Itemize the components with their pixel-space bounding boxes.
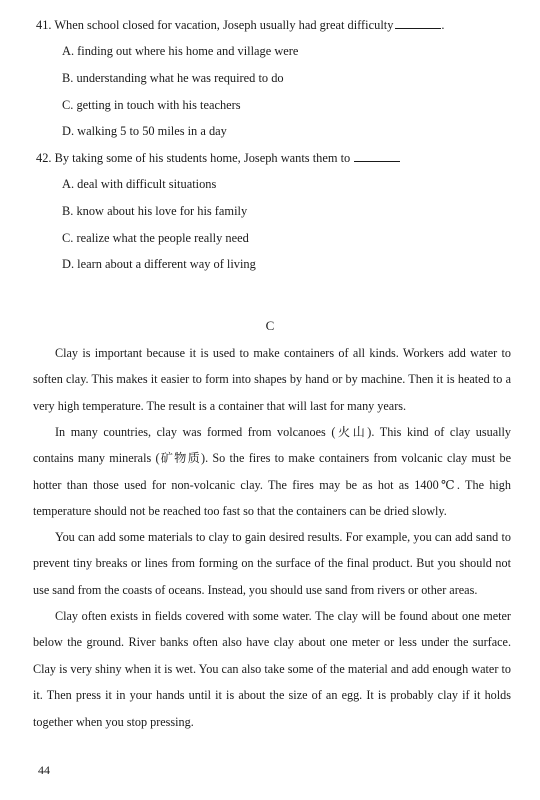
option-42-c: C. realize what the people really need bbox=[62, 231, 249, 245]
page-number: 44 bbox=[38, 763, 50, 777]
question-41-stem: 41. When school closed for vacation, Joseph usually had great difficulty . bbox=[36, 18, 445, 32]
paragraph-2: In many countries, clay was formed from volcanoes (火山). This kind of clay usually contains many minerals (矿物质). So the fires to make containers from volcanic clay must be hotter than those used for non-volcanic clay. The fires may be as hot as 1400℃. The high temperature should not be reached too fast so that the containers can be dried slowly. bbox=[33, 425, 511, 519]
paragraph-3: You can add some materials to clay to gain desired results. For example, you can add sand to prevent tiny breaks or lines from forming on the surface of the final product. But you should not use sand from the coasts of oceans. Instead, you should use sand from rivers or other areas. bbox=[33, 530, 511, 597]
option-42-b: B. know about his love for his family bbox=[62, 204, 248, 218]
section-heading: C bbox=[265, 318, 275, 333]
paragraph-1: Clay is important because it is used to make containers of all kinds. Workers add water to soften clay. This makes it easier to form into shapes by hand or by machine. Then it is heated to a very high temperature. The result is a container that will last for many years. bbox=[33, 346, 511, 413]
answer-blank bbox=[395, 17, 441, 29]
option-41-b: B. understanding what he was required to do bbox=[62, 71, 284, 85]
answer-blank bbox=[354, 150, 400, 162]
option-41-a: A. finding out where his home and village were bbox=[62, 44, 299, 58]
paragraph-4: Clay often exists in fields covered with some water. The clay will be found about one meter below the ground. River banks often also have clay about one meter or less under the surface. Clay is very shiny when it is wet. You can also take some of the material and add enough water to it. Then press it in your hands until it is about the size of an egg. It is probably clay if it holds together when you stop pressing. bbox=[33, 609, 511, 729]
question-42-stem: 42. By taking some of his students home, Joseph wants them to bbox=[36, 150, 400, 166]
option-41-c: C. getting in touch with his teachers bbox=[62, 98, 241, 112]
option-42-d: D. learn about a different way of living bbox=[62, 257, 256, 271]
option-42-a: A. deal with difficult situations bbox=[62, 177, 217, 191]
option-41-d: D. walking 5 to 50 miles in a day bbox=[62, 124, 227, 138]
